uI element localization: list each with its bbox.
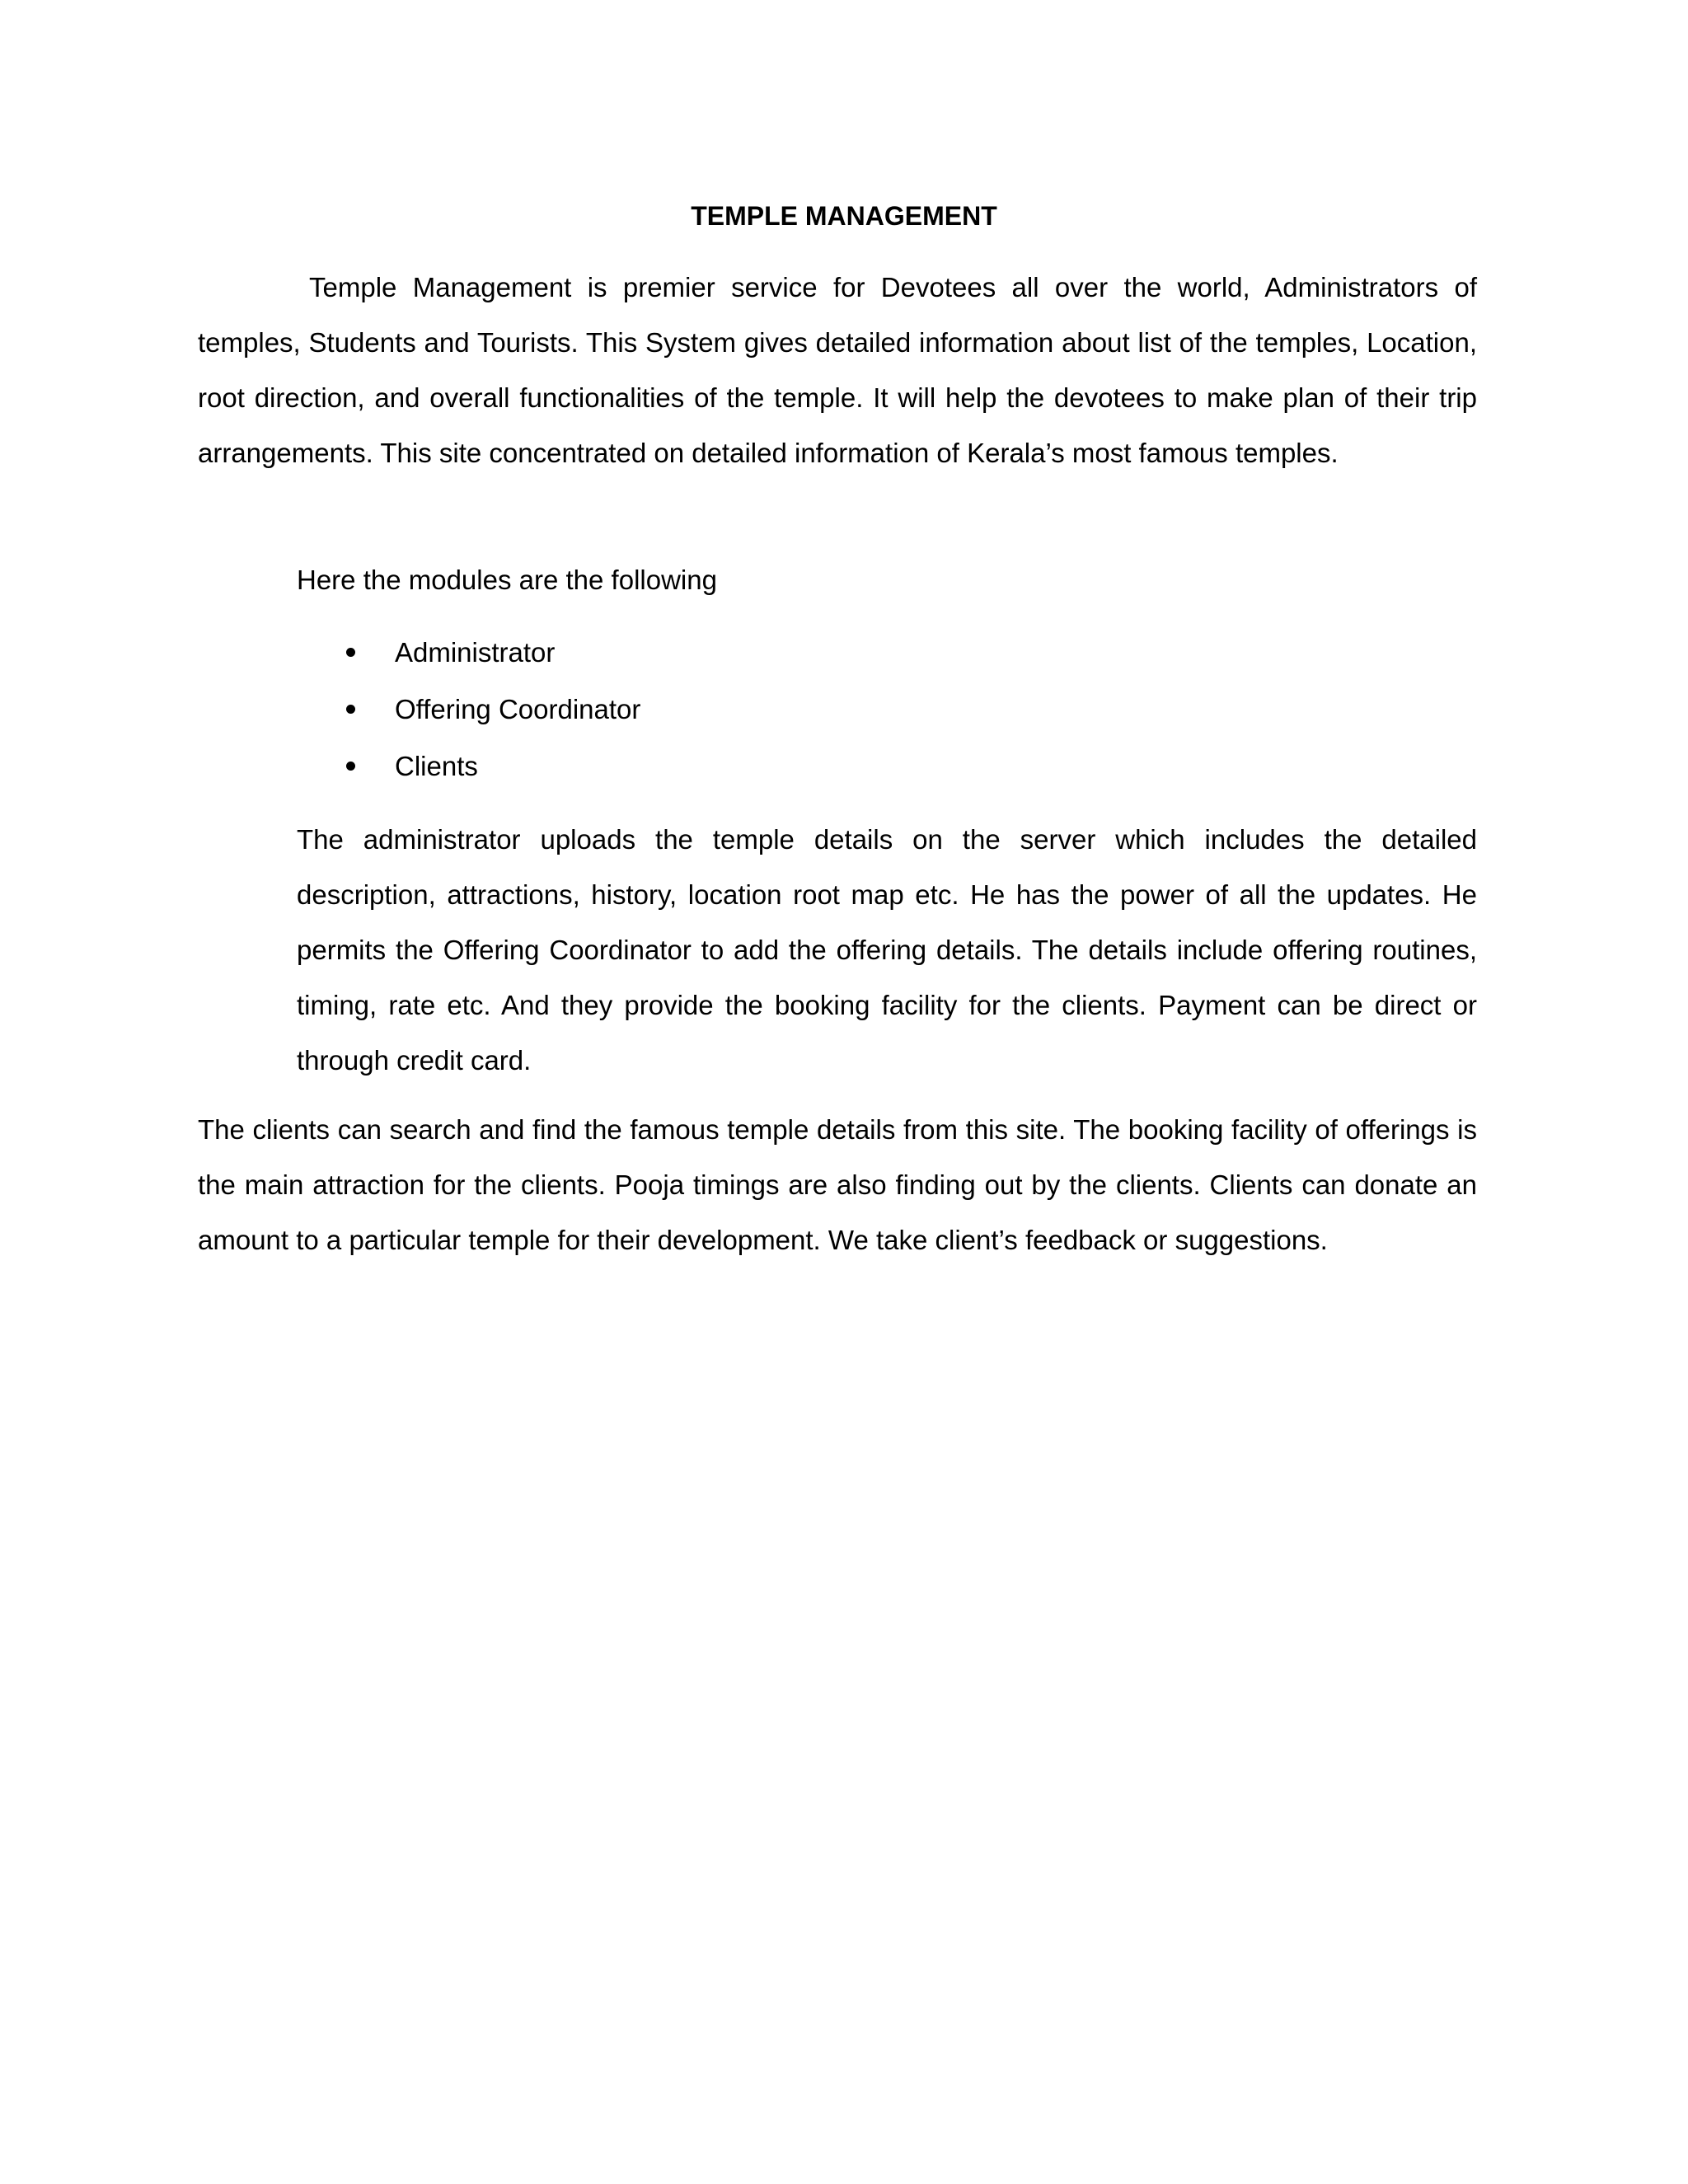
modules-intro: Here the modules are the following: [297, 565, 717, 595]
module-item-administrator: [346, 624, 640, 681]
document-title: TEMPLE MANAGEMENT: [691, 201, 997, 231]
clients-paragraph: The clients can search and find the famous temple details from this site. The booking facility of offerings is the main attraction for the clients. Pooja timings are also finding out by the clients. Clients can donate an amount to a particular temple for their development. We take client’s feedback or suggestions.: [198, 1114, 1477, 1255]
module-label: Administrator: [395, 637, 556, 668]
modules-list: [346, 624, 640, 794]
module-label: Clients: [395, 751, 478, 781]
bullet-icon: [346, 648, 355, 657]
bullet-icon: [346, 705, 355, 714]
intro-paragraph: Temple Management is premier service for Devotees all over the world, Administrators of temples, Students and Tourists. This System gives detailed information about list of the temples, Location, root direction, and overall functionalities of the temple. It will help the devotees to make plan of their trip arrangements. This site concentrated on detailed information of Kerala’s most famous temples.: [198, 272, 1477, 468]
module-item-offering-coordinator: [346, 681, 640, 738]
module-label: Offering Coordinator: [395, 694, 641, 724]
module-item-clients: [346, 738, 640, 794]
bullet-icon: [346, 762, 355, 771]
administrator-paragraph: The administrator uploads the temple details on the server which includes the detailed description, attractions, history, location root map etc. He has the power of all the updates. He permits the Offering Coordinator to add the offering details. The details include offering routines, timing, rate etc. And they provide the booking facility for the clients. Payment can be direct or through credit card.: [297, 824, 1477, 1076]
